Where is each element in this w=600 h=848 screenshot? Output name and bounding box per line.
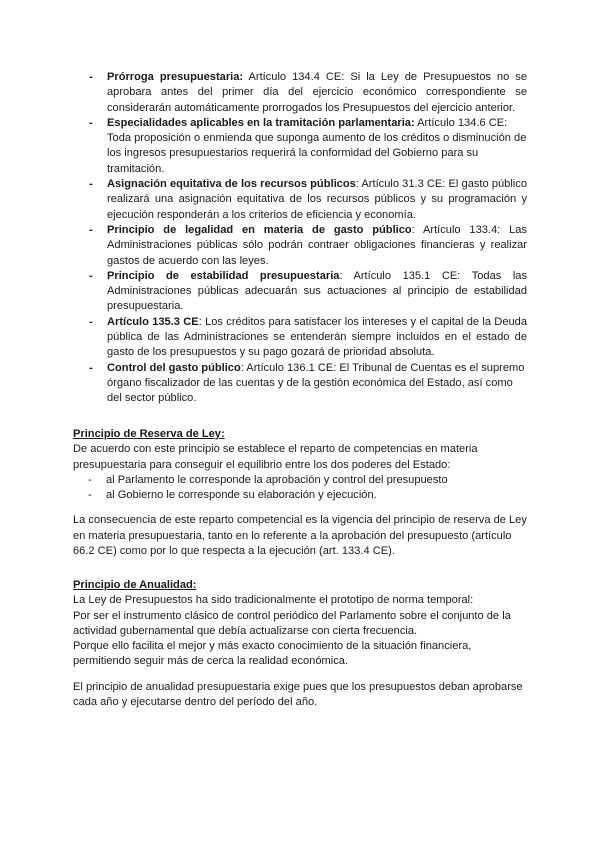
item-text: : Artículo 136.1 CE: El Tribunal de Cuentas es el supremo órgano fiscalizador de las cuentas y de la gestión económica del Estado, así como del sector público. — [107, 361, 525, 405]
bullet-dash: - — [89, 116, 93, 129]
list-item — [89, 361, 527, 407]
item-title: Principio de legalidad en materia de gasto público — [107, 223, 412, 236]
item-title: Artículo 135.3 CE — [107, 315, 199, 328]
list-item — [89, 116, 527, 177]
item-title: Especialidades aplicables en la tramitación parlamentaria: — [107, 116, 415, 129]
item-text: Artículo 134.6 CE: Toda proposición o enmienda que suponga aumento de los créditos o disminución de los ingresos presupuestarios requerirá la conformidad del Gobierno para su tramitación. — [107, 116, 527, 175]
reserva-list — [73, 473, 528, 504]
bullet-dash: - — [89, 361, 93, 374]
bullet-dash: - — [88, 489, 92, 502]
list-item — [73, 473, 528, 488]
section-heading: Principio de Reserva de Ley: — [73, 428, 225, 440]
item-text: : Artículo 31.3 CE: El gasto público realizará una asignación equitativa de los recursos públicos y su programación y ejecución responderán a los criterios de eficiencia y economía. — [107, 178, 527, 221]
bullet-dash: - — [89, 71, 93, 83]
anualidad-section — [73, 578, 528, 710]
list-item-text: al Gobierno le corresponde su elaboración y ejecución. — [106, 489, 377, 502]
list-item — [89, 269, 527, 315]
item-text: : Los créditos para satisfacer los intereses y el capital de la Deuda pública de las Administraciones se entenderán siempre incluidos en el estado de gasto de los presupuestos y su pago gozará de prioridad absoluta. — [107, 315, 527, 359]
list-item — [89, 177, 527, 223]
bullet-dash: - — [89, 223, 93, 236]
item-title: Control del gasto público — [107, 361, 241, 374]
item-text: Artículo 134.4 CE: Si la Ley de Presupuestos no se aprobara antes del primer día del ejercicio económico correspondiente se considerarán automáticamente prorrogados los Presupuestos del ejercicio anterior. — [107, 71, 527, 114]
list-item — [89, 223, 527, 269]
bullet-dash: - — [89, 315, 93, 328]
principles-list — [89, 70, 527, 407]
paragraph: La Ley de Presupuestos ha sido tradicionalmente el prototipo de norma temporal: — [73, 594, 474, 607]
item-text: : Artículo 135.1 CE: Todas las Administraciones públicas adecuarán sus actuaciones al principio de estabilidad presupuestaria. — [107, 269, 527, 313]
section-heading: Principio de Anualidad: — [73, 579, 197, 591]
section-conclusion: El principio de anualidad presupuestaria exige pues que los presupuestos deban aprobarse cada año y ejecutarse dentro del período del año. — [73, 680, 523, 709]
item-title: Principio de estabilidad presupuestaria — [107, 269, 340, 282]
paragraph: Porque ello facilita el mejor y más exacto conocimiento de la situación financiera, permitiendo seguir más de cerca la realidad económica. — [73, 640, 472, 668]
list-item — [89, 315, 527, 361]
list-item-text: al Parlamento le corresponde la aprobación y control del presupuesto — [106, 473, 448, 486]
item-text: : Artículo 133.4: Las Administraciones públicas sólo podrán contraer obligaciones financieras y realizar gastos de acuerdo con las leyes. — [107, 223, 527, 267]
item-title: Prórroga presupuestaria: — [107, 71, 244, 83]
section-intro: De acuerdo con este principio se establece el reparto de competencias en materia presupuestaria para conseguir el equilibrio entre los dos poderes del Estado: — [73, 443, 478, 471]
bullet-dash: - — [89, 269, 93, 282]
item-title: Asignación equitativa de los recursos públicos — [107, 178, 356, 191]
section-conclusion: La consecuencia de este reparto competencial es la vigencia del principio de reserva de Ley en materia presupuestaria, tanto en lo referente a la aprobación del presupuesto (artículo 66.2 CE) como por lo que respecta a la ejecución (art. 133.4 CE). — [73, 514, 527, 558]
list-item — [73, 488, 528, 503]
reserva-section — [73, 427, 528, 559]
bullet-dash: - — [88, 473, 92, 486]
paragraph: Por ser el instrumento clásico de control periódico del Parlamento sobre el conjunto de la actividad gubernamental que debía actualizarse con cierta frecuencia. — [73, 609, 511, 637]
bullet-dash: - — [89, 178, 93, 191]
list-item — [89, 70, 527, 116]
